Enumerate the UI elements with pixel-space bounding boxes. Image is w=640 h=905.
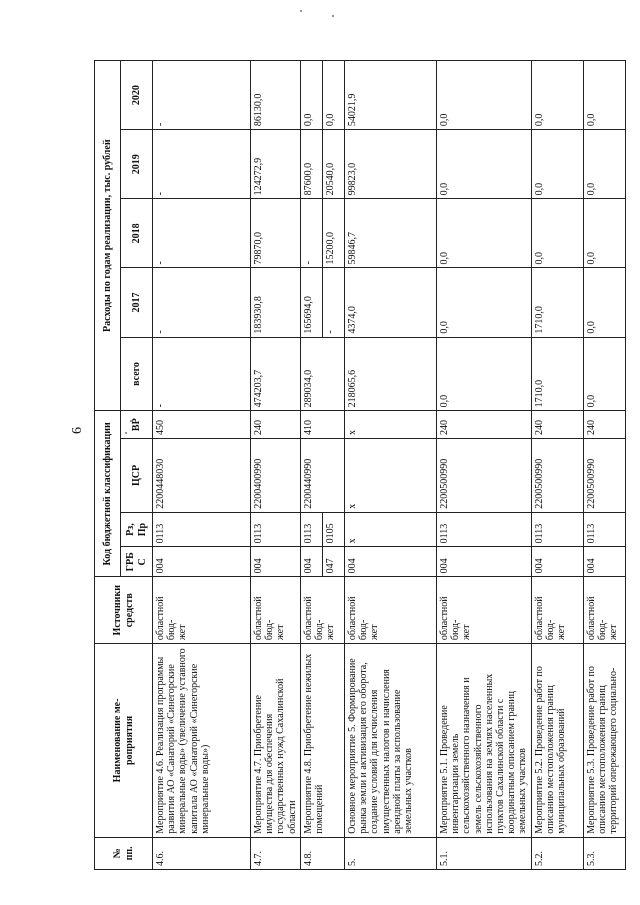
row-rzpr: 0105	[323, 512, 345, 547]
row-2019: 20540,0	[323, 130, 345, 199]
row-2018: 0,0	[583, 199, 625, 268]
row-grbs: 004	[153, 547, 251, 577]
row-rzpr: 0113	[583, 512, 625, 547]
row-grbs: 047	[323, 547, 345, 577]
table-row	[301, 61, 323, 870]
row-vr: 240	[251, 411, 301, 439]
row-grbs: 004	[251, 547, 301, 577]
row-name: Мероприятие 5.3. Проведение работ по описанию местоположения границ территорий опережающего социально-	[583, 644, 625, 838]
row-2020: 0,0	[437, 61, 532, 130]
row-csr: x	[345, 439, 437, 513]
row-source: областной бюд- жет	[437, 577, 532, 644]
row-total: -	[153, 337, 251, 411]
row-source: областной бюд- жет	[251, 577, 301, 644]
row-vr: 410	[301, 411, 345, 439]
row-2019: -	[153, 130, 251, 199]
row-csr: 2200400990	[251, 439, 301, 513]
row-grbs: 004	[531, 547, 583, 577]
header-source: Источники средств	[95, 577, 153, 644]
row-2019: 87600,0	[301, 130, 323, 199]
row-total: 0,0	[437, 337, 532, 411]
row-total: 289034,0	[301, 337, 345, 411]
row-2017: 4374,0	[345, 268, 437, 337]
row-rzpr: 0113	[251, 512, 301, 547]
row-total: 1710,0	[531, 337, 583, 411]
row-2018: 79870,0	[251, 199, 301, 268]
header-name: Наименование ме- роприятия	[95, 644, 153, 838]
row-grbs: 004	[583, 547, 625, 577]
row-2020: 54021,9	[345, 61, 437, 130]
row-num: 5.2.	[531, 837, 583, 869]
row-vr: 450	[153, 411, 251, 439]
row-2019: 99823,0	[345, 130, 437, 199]
table-row	[437, 61, 532, 870]
row-name: Мероприятие 4.8. Приобретение нежилых помещений	[301, 644, 345, 838]
row-2017: 1710,0	[531, 268, 583, 337]
row-2017: 0,0	[437, 268, 532, 337]
row-2017: 0,0	[583, 268, 625, 337]
row-2017: 165694,0	[301, 268, 323, 337]
row-2020: -	[153, 61, 251, 130]
row-total: 0,0	[583, 337, 625, 411]
budget-table	[94, 60, 626, 870]
row-vr: 240	[583, 411, 625, 439]
row-csr: 2200500990	[531, 439, 583, 513]
row-2017: 183930,8	[251, 268, 301, 337]
row-2018: 59846,7	[345, 199, 437, 268]
row-vr: x	[345, 411, 437, 439]
row-num: 5.1.	[437, 837, 532, 869]
row-grbs: 004	[345, 547, 437, 577]
row-total: 218065,6	[345, 337, 437, 411]
row-vr: 240	[531, 411, 583, 439]
row-csr: 2200500990	[583, 439, 625, 513]
row-2018: -	[153, 199, 251, 268]
row-name: Мероприятие 4.6. Реализация программы развития АО «Санаторий «Синегорские минеральные воды» (увеличение уставного капитала АО «Санаторий «Синегорские минеральные воды»)	[153, 644, 251, 838]
row-2019: 0,0	[437, 130, 532, 199]
row-2018: 0,0	[437, 199, 532, 268]
row-2018: 15200,0	[323, 199, 345, 268]
row-2020: 0,0	[583, 61, 625, 130]
row-rzpr: x	[345, 512, 437, 547]
row-csr: 2200448030	[153, 439, 251, 513]
row-2020: 0,0	[531, 61, 583, 130]
rotated-table-container	[94, 60, 619, 870]
table-row	[583, 61, 625, 870]
row-2018: 0,0	[531, 199, 583, 268]
row-rzpr: 0113	[437, 512, 532, 547]
row-2020: 0,0	[323, 61, 345, 130]
row-source: областной бюд- жет	[153, 577, 251, 644]
row-source: областной бюд- жет	[531, 577, 583, 644]
row-2019: 0,0	[583, 130, 625, 199]
row-2019: 0,0	[531, 130, 583, 199]
header-csr: ЦСР	[121, 439, 153, 513]
header-total: всего	[121, 337, 153, 411]
header-expenses: Расходы по годам реализации, тыс. рублей	[95, 61, 121, 411]
row-name: Мероприятие 5.1. Проведение инвентаризации земель сельскохозяйственного назначения и земель сельскохозяйственного использования на землях населенных пунктов Сахалинской области с координатным описанием границ земельных участков	[437, 644, 532, 838]
header-num: № пп.	[95, 837, 153, 869]
row-total: 474203,7	[251, 337, 301, 411]
page-number: 6	[70, 427, 85, 434]
row-source: областной бюд- жет	[345, 577, 437, 644]
row-rzpr: 0113	[301, 512, 323, 547]
row-2017: -	[323, 268, 345, 337]
row-csr: 2200440990	[301, 439, 345, 513]
row-2020: 86130,0	[251, 61, 301, 130]
row-rzpr: 0113	[531, 512, 583, 547]
row-num: 4.6.	[153, 837, 251, 869]
row-vr: 240	[437, 411, 532, 439]
row-num: 5.	[345, 837, 437, 869]
row-name: Мероприятие 5.2. Проведение работ по описанию местоположения границ муниципальных образований	[531, 644, 583, 838]
header-2017: 2017	[121, 268, 153, 337]
row-2019: 124272,9	[251, 130, 301, 199]
header-rzpr: Рз, Пр	[121, 512, 153, 547]
row-rzpr: 0113	[153, 512, 251, 547]
table-row	[153, 61, 251, 870]
header-vr: ВР	[121, 411, 153, 439]
header-2020: 2020	[121, 61, 153, 130]
row-name: Мероприятие 4.7. Приобретение имущества для обеспечения государственных нужд Сахалинской области	[251, 644, 301, 838]
header-budget-code: Код бюджетной классификации	[95, 411, 121, 577]
table-row	[531, 61, 583, 870]
row-grbs: 004	[301, 547, 323, 577]
header-2018: 2018	[121, 199, 153, 268]
header-grbs: ГРБ С	[121, 547, 153, 577]
row-2018: -	[301, 199, 323, 268]
header-2019: 2019	[121, 130, 153, 199]
row-num: 5.3.	[583, 837, 625, 869]
row-num: 4.8.	[301, 837, 345, 869]
row-source: областной бюд- жет	[583, 577, 625, 644]
row-source: областной бюд- жет	[301, 577, 345, 644]
row-name: Основное мероприятие 5. Формирование рынка земли и активизация его оборота, создание условий для исчисления имущественных налогов и начисления арендной платы за использование земельных участков	[345, 644, 437, 838]
row-grbs: 004	[437, 547, 532, 577]
row-num: 4.7.	[251, 837, 301, 869]
row-2020: 0,0	[301, 61, 323, 130]
row-csr: 2200500990	[437, 439, 532, 513]
table-row	[251, 61, 301, 870]
row-2017: -	[153, 268, 251, 337]
table-row	[345, 61, 437, 870]
